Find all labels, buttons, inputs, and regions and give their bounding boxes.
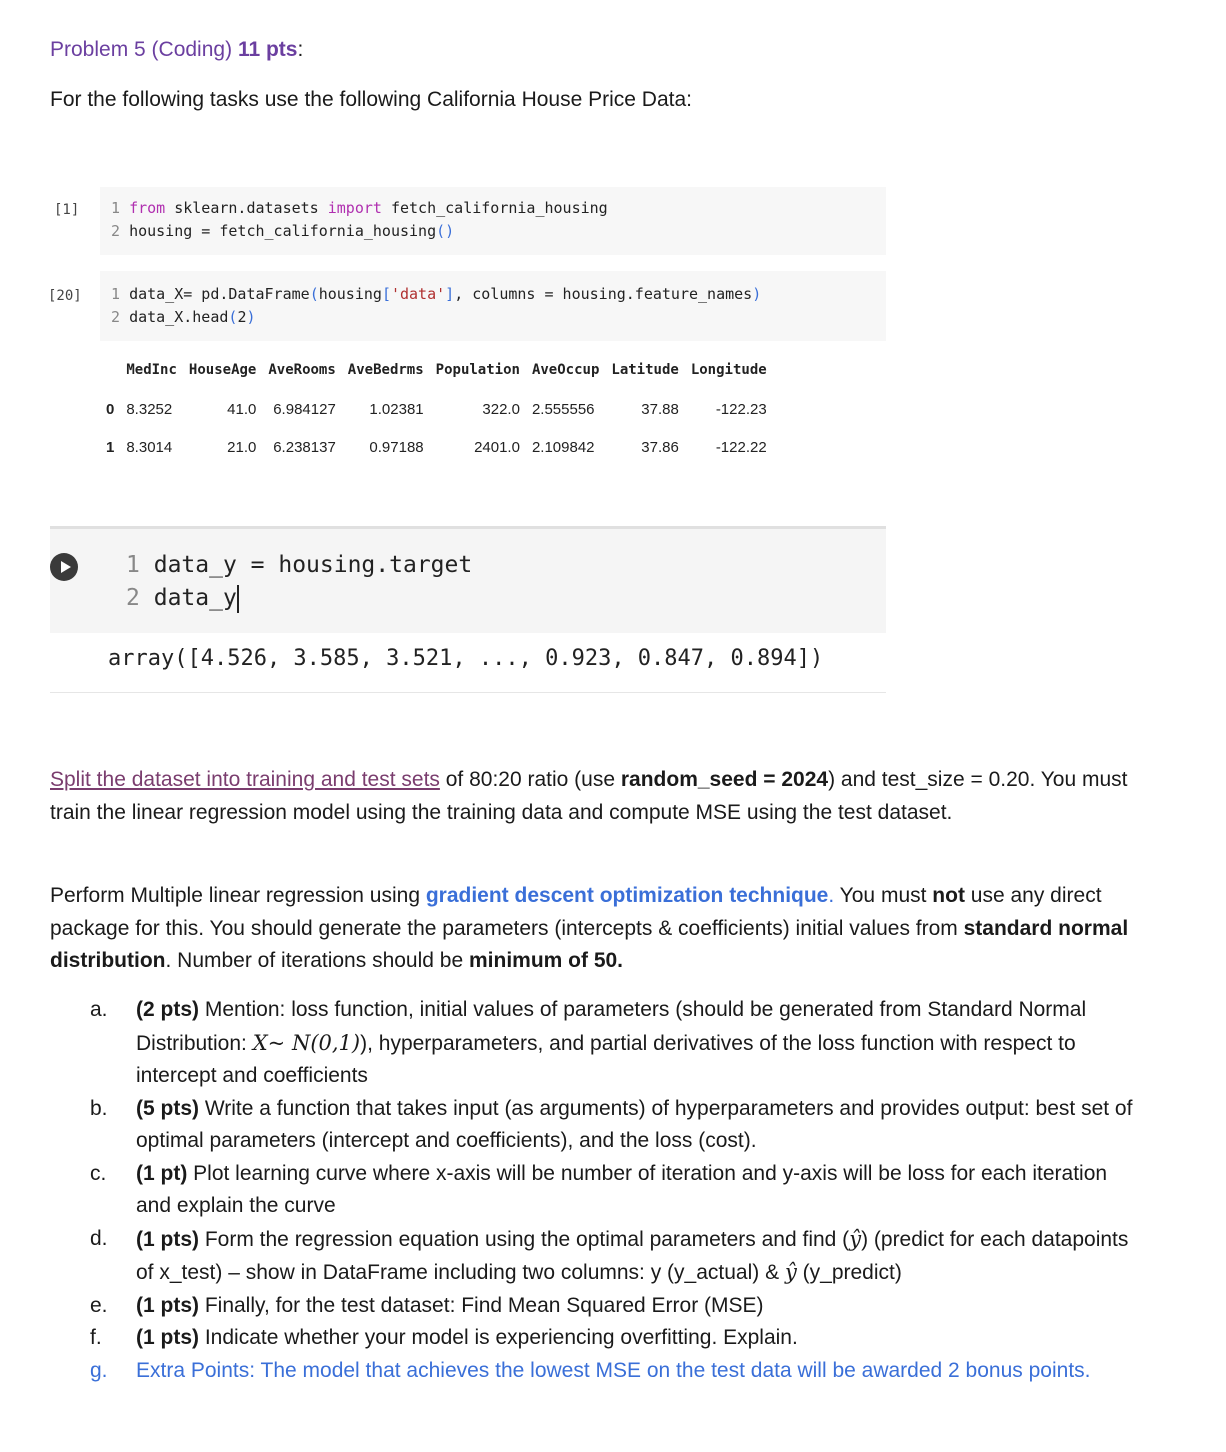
question-g-extra-points [84, 1355, 1134, 1388]
question-letter: e. [90, 1293, 108, 1317]
code-text: sklearn.datasets [165, 199, 328, 217]
keyword-import: import [327, 199, 382, 217]
code-text: , columns = housing.feature_names [454, 285, 753, 303]
technique-dot: . [828, 884, 835, 907]
code-bracket: ] [445, 285, 455, 303]
line-number: 1 [111, 285, 121, 303]
code-bracket: [ [381, 285, 391, 303]
technique-highlight: gradient descent optimization technique [425, 884, 829, 907]
code-number: 2 [237, 308, 247, 326]
emphasis-distribution: standard normal distribution [50, 916, 1129, 972]
para-text: . Number of iterations should be [165, 949, 469, 972]
intro-text: For the following tasks use the following California House Price Data: [50, 88, 692, 111]
question-text: Plot learning curve where x-axis will be number of iteration and y-axis will be loss for each iteration and explain the curve [136, 1161, 1108, 1217]
text-cursor [237, 585, 239, 613]
table-cell: 8.3252 [126, 400, 173, 418]
question-points: (1 pts) [136, 1293, 199, 1317]
code-paren: ) [246, 308, 256, 326]
table-cell: 6.984127 [273, 400, 336, 418]
cell-output: array([4.526, 3.585, 3.521, ..., 0.923, 0.847, 0.894]) [108, 646, 824, 671]
column-header: AveBedrms [347, 362, 424, 378]
question-b [84, 1093, 1134, 1158]
output-divider [50, 692, 886, 693]
column-header: AveOccup [531, 362, 600, 378]
code-text: data_X.head [129, 308, 229, 326]
code-string: 'data' [390, 285, 446, 303]
question-text: (y_predict) [796, 1261, 902, 1284]
question-a [84, 994, 1134, 1093]
code-paren: ( [228, 308, 238, 326]
question-e [84, 1290, 1134, 1323]
index-header [100, 350, 120, 390]
column-header: Latitude [611, 362, 679, 378]
para-text: of 80:20 ratio (use [439, 768, 621, 791]
table-cell: 1.02381 [369, 400, 424, 418]
problem-label: Problem 5 (Coding) [50, 38, 233, 61]
line-number: 1 [126, 552, 140, 578]
column-header: HouseAge [188, 362, 257, 378]
emphasis-iterations: minimum of 50. [468, 949, 624, 972]
table-cell: 37.88 [641, 400, 679, 418]
para-text: ) and test_size = 0.20. You must train the linear regression model using the training data and compute MSE using the test dataset. [50, 768, 1128, 824]
question-letter: g. [90, 1358, 108, 1382]
table-cell: -122.22 [715, 438, 767, 456]
cell2-prompt: [20] [48, 288, 82, 304]
problem-title [50, 38, 303, 62]
question-text: Extra Points: The model that achieves the lowest MSE on the test data will be awarded 2 bonus points. [136, 1358, 1091, 1382]
y-hat-symbol: ŷ [849, 1226, 862, 1251]
run-cell-button[interactable] [50, 553, 78, 581]
table-cell: 41.0 [227, 400, 257, 418]
instructions-paragraph-1 [50, 764, 1130, 829]
table-cell: 21.0 [227, 438, 257, 456]
code-text: data_X= pd.DataFrame [129, 285, 310, 303]
line-number: 2 [126, 585, 140, 611]
question-list [84, 994, 1134, 1387]
question-points: (2 pts) [136, 998, 199, 1021]
table-cell: 37.86 [641, 438, 679, 456]
question-c [84, 1158, 1134, 1223]
table-cell: 2.109842 [531, 438, 595, 456]
table-cell: 0.97188 [369, 438, 424, 456]
code-paren: ( [309, 285, 319, 303]
table-row [100, 428, 773, 466]
question-text: Indicate whether your model is experiencing overfitting. Explain. [199, 1326, 798, 1349]
para-text: You must [834, 884, 933, 907]
column-header: AveRooms [268, 362, 336, 378]
keyword-from: from [129, 199, 166, 217]
column-header: Population [435, 362, 520, 378]
code-paren: () [436, 222, 455, 240]
code-text: housing [318, 285, 382, 303]
table-cell: 6.238137 [273, 438, 336, 456]
line-number: 2 [111, 222, 121, 240]
question-d [84, 1223, 1134, 1290]
question-points: (1 pt) [136, 1161, 188, 1185]
question-text: Mention: loss function, initial values of parameters (should be generated from Standard Normal Distribution: [136, 998, 1087, 1055]
table-cell: 2.555556 [531, 400, 595, 418]
question-points: (1 pts) [136, 1227, 199, 1251]
table-row [100, 390, 773, 428]
code-text: housing = fetch_california_housing [129, 222, 437, 240]
cell1-prompt: [1] [54, 202, 80, 218]
code-text: data_y = housing.target [153, 552, 473, 578]
code-cell-1[interactable] [100, 187, 886, 255]
emphasis-not: not [932, 884, 965, 907]
code-text: data_y [153, 585, 237, 611]
question-points: (1 pts) [136, 1326, 199, 1349]
question-text: Form the regression equation using the optimal parameters and find ( [199, 1227, 850, 1251]
problem-points: 11 pts [237, 38, 298, 61]
code-cell-2[interactable] [100, 271, 886, 341]
table-cell: 322.0 [482, 400, 520, 418]
instructions-paragraph-2 [50, 880, 1130, 978]
question-letter: a. [90, 998, 108, 1021]
math-expression: X~ N(0,1) [252, 1030, 361, 1055]
dataframe-header-row [100, 350, 773, 390]
row-index: 0 [106, 400, 115, 418]
question-text: Finally, for the test dataset: Find Mean Squared Error (MSE) [199, 1293, 764, 1317]
column-header: Longitude [690, 362, 767, 378]
row-index: 1 [106, 438, 115, 456]
table-cell: -122.23 [715, 400, 767, 418]
question-letter: d. [90, 1226, 108, 1250]
title-colon: : [297, 38, 304, 61]
random-seed-text: random_seed = 2024 [620, 768, 829, 791]
question-text: Write a function that takes input (as arguments) of hyperparameters and provides output: best set of optimal parameters (intercept and coefficients), and the loss (cost). [136, 1096, 1133, 1152]
line-number: 2 [111, 308, 121, 326]
dataframe-output [100, 350, 773, 466]
code-paren: ) [752, 285, 762, 303]
question-points: (5 pts) [136, 1096, 199, 1120]
table-cell: 2401.0 [474, 438, 520, 456]
question-f [84, 1322, 1134, 1355]
para-text: use any direct package for this. You should generate the parameters (intercepts & coefficients) initial values from [50, 884, 1102, 940]
table-cell: 8.3014 [126, 438, 173, 456]
question-letter: f. [90, 1326, 102, 1349]
y-hat-symbol: ŷ [784, 1260, 797, 1284]
split-dataset-link[interactable]: Split the dataset into training and test sets [50, 768, 440, 791]
para-text: Perform Multiple linear regression using [50, 884, 426, 907]
code-cell-3[interactable] [50, 526, 886, 633]
column-header: MedInc [126, 362, 177, 378]
question-letter: b. [90, 1096, 108, 1120]
question-text: ) (predict for each datapoints of x_test) – show in DataFrame including two columns: y (y_actual) & [136, 1227, 1129, 1284]
code-text: fetch_california_housing [381, 199, 608, 217]
question-text: ), hyperparameters, and partial derivatives of the loss function with respect to intercept and coefficients [136, 1031, 1076, 1087]
line-number: 1 [111, 199, 121, 217]
question-letter: c. [90, 1161, 107, 1185]
